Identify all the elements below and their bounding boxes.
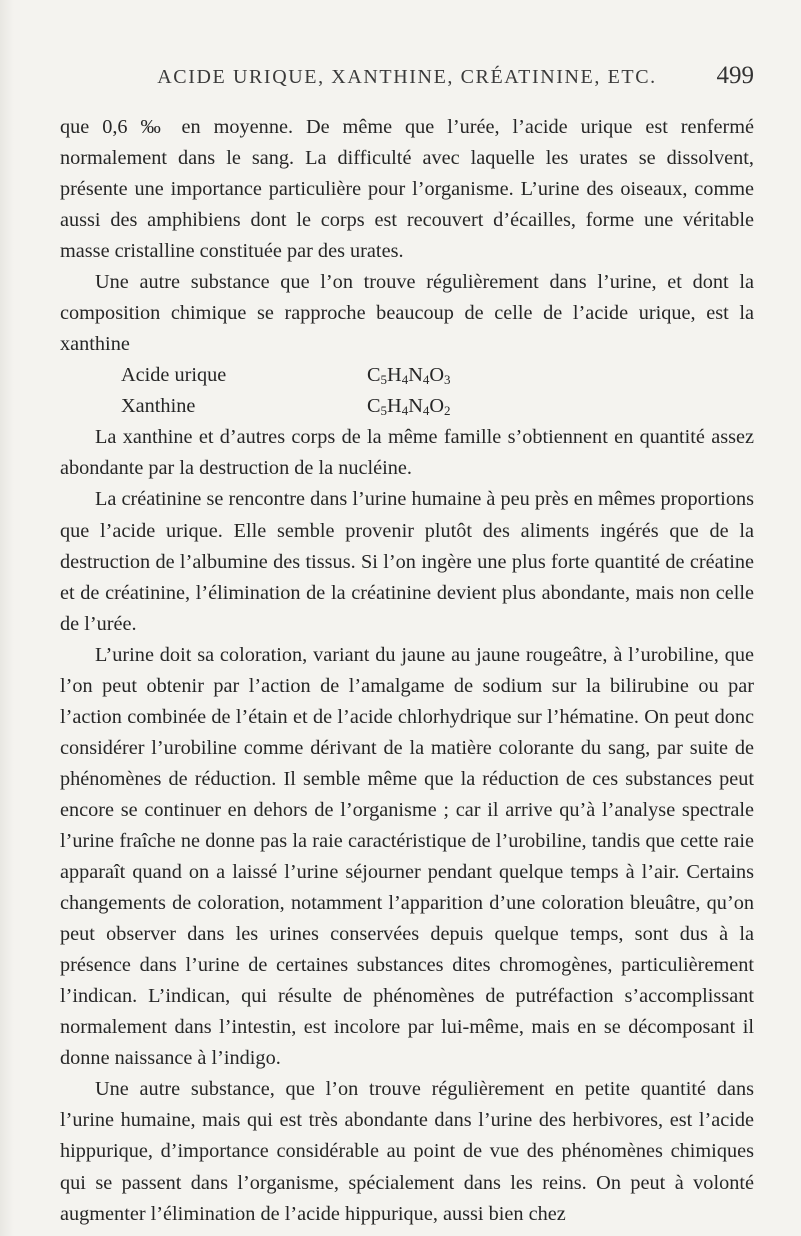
paragraph-hippuric-acid: Une autre substance, que l’on trouve régulièrement en petite quantité dans l’urine humaine, mais qui est très abondante dans l’urine des herbivores, est l’acide hippurique, d’importance considérable au point de vue des phénomènes chimiques qui se passent dans l’organisme, spécialement dans les reins. On peut à volonté augmenter l’élimination de l’acide hippurique, aussi bien chez <box>60 1078 754 1225</box>
chemical-formula: $C_5H_4N_4O_3$ <box>367 364 451 388</box>
paragraph-creatinine: La créatinine se rencontre dans l’urine humaine à peu près en mêmes proportions que l’acide urique. Elle semble provenir plutôt des aliments ingérés que de la destruction de l’albumine des tissus. Si l’on ingère une plus forte quantité de créatine et de créatinine, l’élimination de la créatinine devient plus abondante, mais non celle de l’urée. <box>60 488 754 635</box>
paragraph-xanthine-intro: Une autre substance que l’on trouve régulièrement dans l’urine, et dont la composition chimique se rapproche beaucoup de celle de l’acide urique, est la xanthine <box>60 271 754 356</box>
formula-row-xanthine <box>60 391 754 422</box>
formula-row-uric-acid <box>60 360 754 391</box>
page-header <box>60 62 754 96</box>
formula-name: Xanthine <box>121 395 196 418</box>
page-number: 499 <box>716 62 754 89</box>
body-text <box>60 112 754 1230</box>
paragraph-urates: que 0,6 ‰ en moyenne. De même que l’urée, l’acide urique est renfermé normalement dans le sang. La difficulté avec laquelle les urates se dissolvent, présente une importance particulière pour l’organisme. L’urine des oiseaux, comme aussi des amphibiens dont le corps est recouvert d’écailles, forme une véritable masse cristalline constituée par des urates. <box>60 116 754 263</box>
chemical-formula: $C_5H_4N_4O_2$ <box>367 395 451 419</box>
paragraph-urobilin: L’urine doit sa coloration, variant du jaune au jaune rougeâtre, à l’urobiline, que l’on peut obtenir par l’action de l’amalgame de sodium sur la bilirubine ou par l’action combinée de l’étain et de l’acide chlorhydrique sur l’hématine. On peut donc considérer l’urobiline comme dérivant de la matière colorante du sang, par suite de phénomènes de réduction. Il semble même que la réduction de ces substances peut encore se continuer en dehors de l’organisme ; car il arrive qu’à l’analyse spectrale l’urine fraîche ne donne pas la raie caractéristique de l’urobiline, tandis que cette raie apparaît quand on a laissé l’urine séjourner pendant quelque temps à l’air. Certains changements de coloration, notamment l’apparition d’une coloration bleuâtre, qu’on peut observer dans les urines conservées depuis quelque temps, sont dus à la présence dans l’urine de certaines substances dites chromogènes, particulièrement l’indican. L’indican, qui résulte de phénomènes de putréfaction s’accomplissant normalement dans l’intestin, est incolore par lui-même, mais en se décomposant il donne naissance à l’indigo. <box>60 643 754 1070</box>
page-gutter-shadow <box>0 0 14 1236</box>
running-title: ACIDE URIQUE, XANTHINE, CRÉATININE, ETC. <box>157 66 657 88</box>
formula-name: Acide urique <box>121 364 227 387</box>
formula-table <box>60 360 754 422</box>
paragraph-nuclein: La xanthine et d’autres corps de la même famille s’obtiennent en quantité assez abondante par la destruction de la nucléine. <box>60 426 754 480</box>
